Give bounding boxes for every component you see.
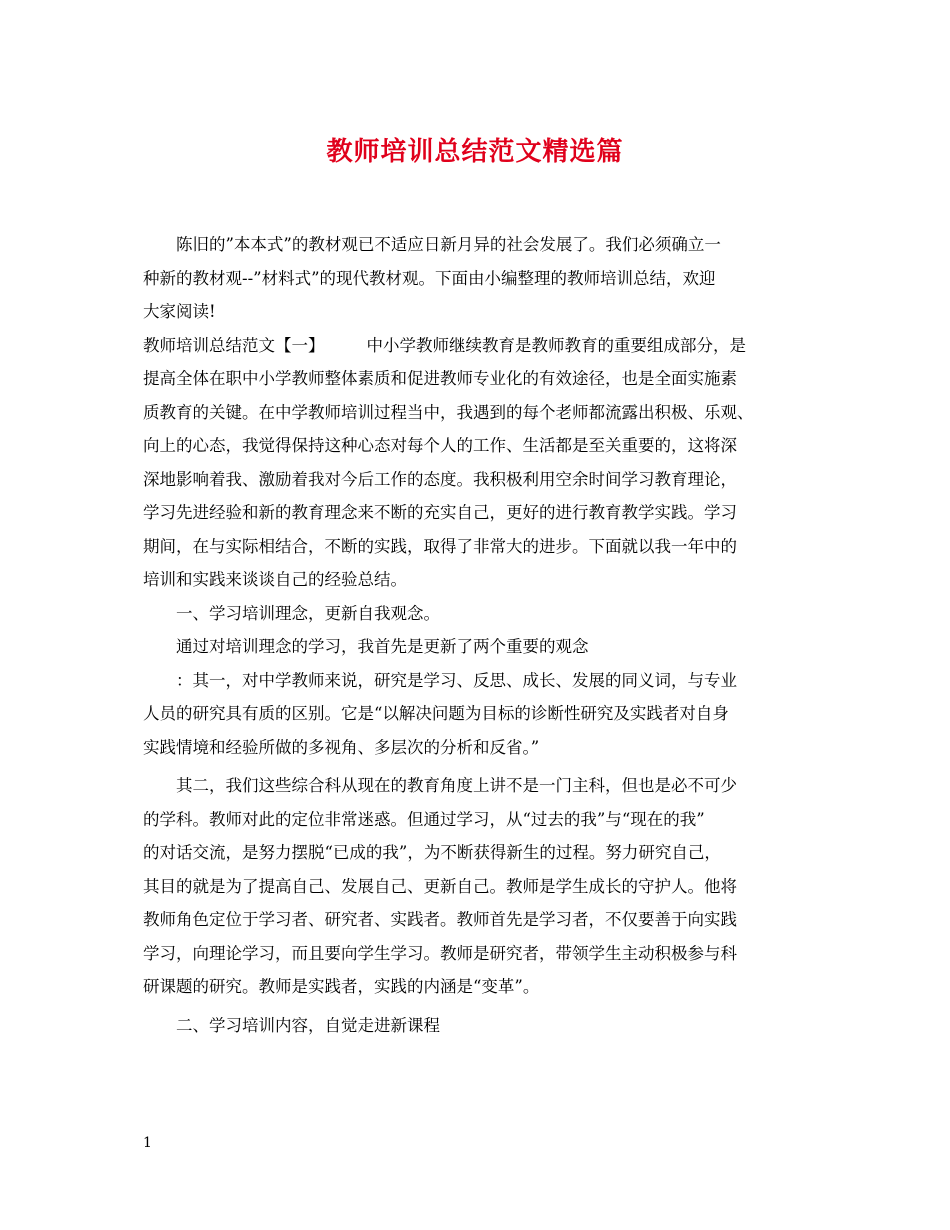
paragraph-line: 质教育的关键。在中学教师培训过程当中，我遇到的每个老师都流露出积极、乐观、 bbox=[143, 402, 754, 422]
paragraph-line: 大家阅读! bbox=[143, 302, 216, 321]
paragraph-line: 的学科。教师对此的定位非常迷惑。但通过学习，从“过去的我”与“现在的我” bbox=[143, 809, 705, 829]
paragraph-line: ：其一，对中学教师来说，研究是学习、反思、成长、发展的同义词，与专业 bbox=[176, 670, 737, 690]
section-first-sentence: 中小学教师继续教育是教师教育的重要组成部分，是 bbox=[366, 335, 746, 355]
document-body bbox=[143, 228, 813, 1042]
paragraph-line: 提高全体在职中小学教师整体素质和促进教师专业化的有效途径，也是全面实施素 bbox=[143, 369, 737, 388]
subheading-line: 一、学习培训理念，更新自我观念。 bbox=[176, 603, 440, 623]
page-number: 1 bbox=[143, 1135, 152, 1151]
paragraph-line: 陈旧的”本本式”的教材观已不适应日新月异的社会发展了。我们必须确立一 bbox=[176, 235, 721, 254]
paragraph-line: 通过对培训理念的学习，我首先是更新了两个重要的观念 bbox=[176, 637, 589, 656]
paragraph-line: 种新的教材观--”材料式”的现代教材观。下面由小编整理的教师培训总结，欢迎 bbox=[143, 268, 716, 288]
section-heading-line bbox=[143, 329, 813, 363]
paragraph-line: 深地影响着我、激励着我对今后工作的态度。我积极利用空余时间学习教育理论， bbox=[143, 469, 737, 489]
document-title: 教师培训总结范文精选篇 bbox=[326, 137, 624, 167]
paragraph-line: 实践情境和经验所做的多视角、多层次的分析和反省。” bbox=[143, 737, 540, 757]
paragraph-line: 学习先进经验和新的教育理念来不断的充实自己，更好的进行教育教学实践。学习 bbox=[143, 503, 737, 522]
paragraph-line: 研课题的研究。教师是实践者，实践的内涵是“变革”。 bbox=[143, 977, 540, 996]
paragraph-line: 向上的心态，我觉得保持这种心态对每个人的工作、生活都是至关重要的，这将深 bbox=[143, 436, 737, 455]
subheading-line: 二、学习培训内容，自觉走进新课程 bbox=[176, 1015, 440, 1035]
section-label: 教师培训总结范文【一】 bbox=[143, 335, 325, 355]
paragraph-line: 人员的研究具有质的区别。它是“以解决问题为目标的诊断性研究及实践者对自身 bbox=[143, 704, 729, 723]
paragraph-line: 其二，我们这些综合科从现在的教育角度上讲不是一门主科，但也是必不可少 bbox=[176, 776, 737, 795]
paragraph-line: 的对话交流，是努力摆脱“已成的我”，为不断获得新生的过程。努力研究自己， bbox=[143, 843, 721, 862]
paragraph-line: 期间，在与实际相结合，不断的实践，取得了非常大的进步。下面就以我一年中的 bbox=[143, 536, 737, 556]
paragraph-line: 其目的就是为了提高自己、发展自己、更新自己。教师是学生成长的守护人。他将 bbox=[143, 876, 737, 896]
paragraph-line: 教师角色定位于学习者、研究者、实践者。教师首先是学习者，不仅要善于向实践 bbox=[143, 910, 737, 929]
paragraph-line: 学习，向理论学习，而且要向学生学习。教师是研究者，带领学生主动积极参与科 bbox=[143, 943, 737, 963]
paragraph-line: 培训和实践来谈谈自己的经验总结。 bbox=[143, 570, 407, 589]
